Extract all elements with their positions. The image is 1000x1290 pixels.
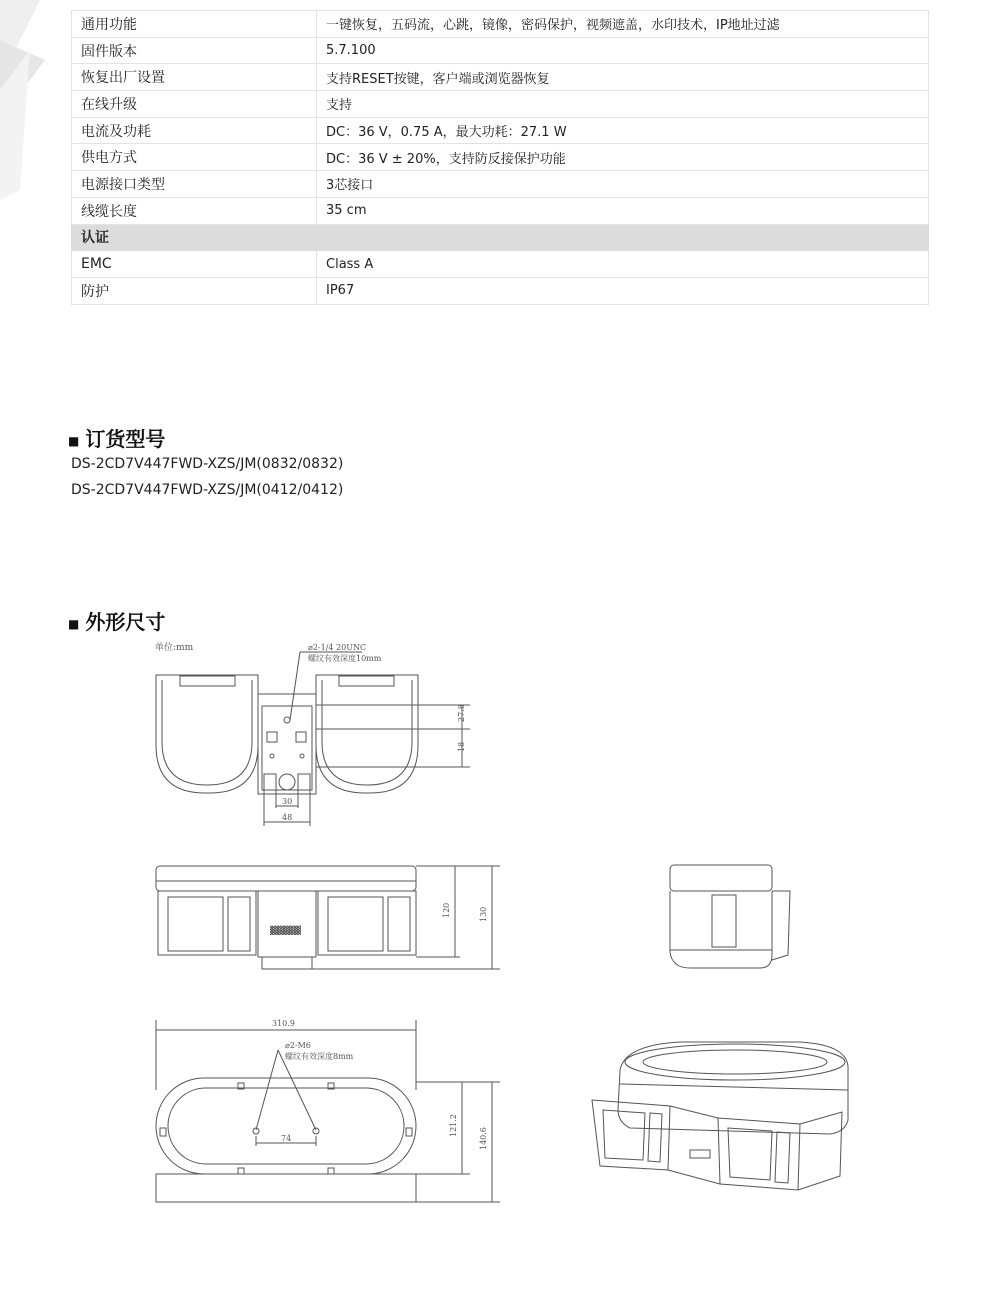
dim-121-2-label: 121.2 [449, 1114, 458, 1137]
spec-value: Class A [317, 251, 929, 278]
top-thread-depth-label: 螺纹有效深度10mm [308, 654, 382, 663]
side-view-drawing [670, 865, 790, 968]
spec-key: EMC [72, 251, 317, 278]
spec-key: 电源接口类型 [72, 171, 317, 198]
spec-key: 固件版本 [72, 37, 317, 64]
spec-value: 5.7.100 [317, 37, 929, 64]
spec-key: 恢复出厂设置 [72, 64, 317, 91]
spec-value: IP67 [317, 277, 929, 304]
spec-value: 35 cm [317, 197, 929, 224]
dim-30-label: 30 [282, 797, 293, 806]
dim-18-label: 18 [457, 741, 466, 752]
top-view-drawing [155, 641, 470, 826]
spec-value: 支持RESET按键，客户端或浏览器恢复 [317, 64, 929, 91]
spec-value: 一键恢复，五码流，心跳，镜像，密码保护，视频遮盖，水印技术，IP地址过滤 [317, 11, 929, 38]
dim-74-label: 74 [281, 1134, 292, 1143]
model-number: DS-2CD7V447FWD-XZS/JM(0832/0832) [71, 456, 344, 472]
dim-48-label: 48 [282, 813, 293, 822]
svg-text:▓▓▓▓▓: ▓▓▓▓▓ [270, 926, 301, 935]
bottom-thread-depth-label: 螺纹有效深度8mm [285, 1052, 354, 1061]
unit-label: 单位:mm [155, 643, 194, 653]
spec-value: DC：36 V ± 20%，支持防反接保护功能 [317, 144, 929, 171]
spec-key: 在线升级 [72, 91, 317, 118]
section-title: 认证 [72, 224, 317, 251]
front-view-drawing [156, 866, 500, 969]
dim-130-label: 130 [479, 906, 488, 922]
model-number: DS-2CD7V447FWD-XZS/JM(0412/0412) [71, 482, 344, 498]
bullet-icon: ■ [68, 433, 80, 448]
dim-27-8-label: 27.8 [457, 704, 466, 722]
spec-key: 电流及功耗 [72, 117, 317, 144]
bottom-view-drawing [156, 1019, 500, 1202]
spec-key: 供电方式 [72, 144, 317, 171]
spec-key: 通用功能 [72, 11, 317, 38]
dimensions-title: 外形尺寸 [85, 610, 166, 634]
spec-key: 线缆长度 [72, 197, 317, 224]
spec-key: 防护 [72, 277, 317, 304]
bullet-icon: ■ [68, 616, 80, 631]
dim-140-6-label: 140.6 [479, 1127, 488, 1150]
spec-value: 支持 [317, 91, 929, 118]
dim-120-label: 120 [442, 902, 451, 918]
ordering-title: 订货型号 [85, 427, 166, 451]
dim-310-9-label: 310.9 [272, 1019, 295, 1028]
isometric-view-drawing [592, 1042, 848, 1190]
bottom-thread-label: ⌀2-M6 [285, 1041, 311, 1050]
spec-value: 3芯接口 [317, 171, 929, 198]
spec-value: DC：36 V，0.75 A，最大功耗：27.1 W [317, 117, 929, 144]
top-thread-label: ⌀2-1/4 20UNC [308, 643, 367, 652]
